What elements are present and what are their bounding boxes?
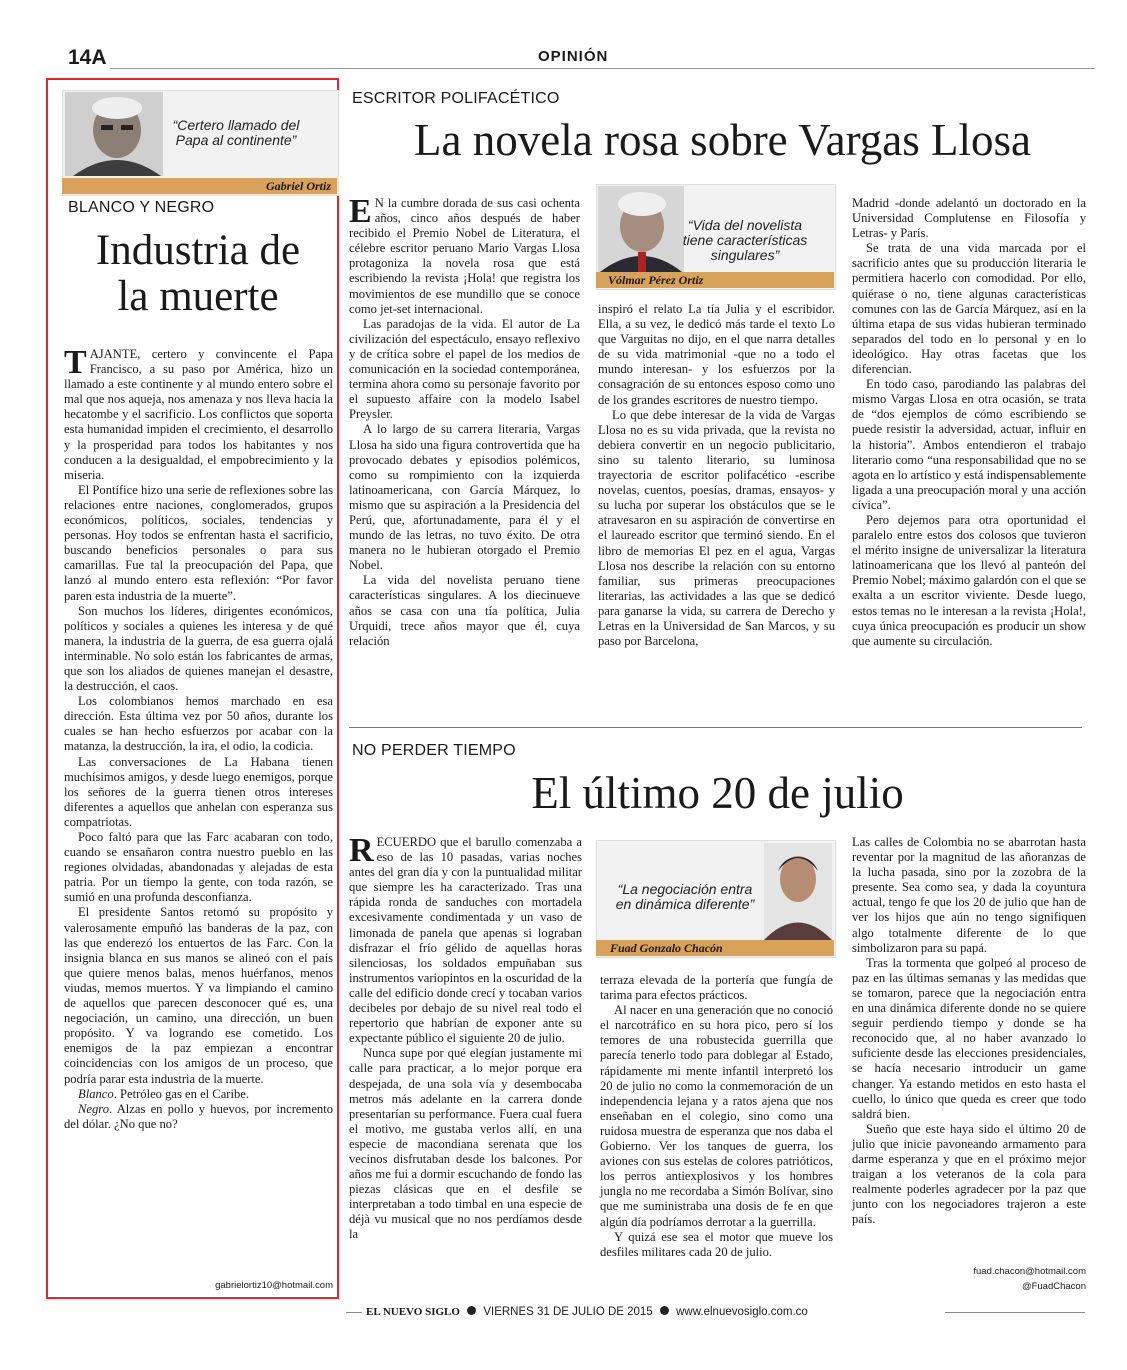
author-photo-gabriel-ortiz <box>65 92 163 176</box>
author-email-left[interactable]: gabrielortiz10@hotmail.com <box>215 1280 333 1291</box>
article-divider <box>349 727 1082 728</box>
article1-col3 <box>852 196 1086 649</box>
paragraph: Son muchos los líderes, dirigentes económicos, políticos y sociales a quienes les interesa y de qué manera, la industria de la guerra, de esa guerra ojalá interminable. No solo están los fabricantes de armas, que son los aliados de quienes manejan el desastre, la destrucción, el caos. <box>64 603 333 694</box>
article2-col3 <box>852 835 1086 1227</box>
paragraph: Las conversaciones de La Habana tienen muchísimos amigos, y desde luego enemigos, porque los señores de la guerra tienen otros intereses diferentes a aquellos que anhelan con esperanza sus compatriotas. <box>64 754 333 829</box>
paragraph: Las paradojas de la vida. El autor de La civilización del espectáculo, ensayo reflexivo y de crítica sobre el papel de los medios de comunicación en la sociedad contemporánea, termina ahora como su personaje favorito por el supuesto affaire con la modelo Isabel Preysler. <box>349 316 580 422</box>
author-photo-volmar-perez <box>598 186 684 272</box>
paragraph: En todo caso, parodiando las palabras del mismo Vargas Llosa en otra ocasión, se trata de “dos ejemplos de cómo escribiendo se puede resistir la adversidad, actuar, influir en la historia”. Ambos entendieron el trabajo literario como “una responsabilidad que no se agota en lo artístico y está indispensablemente ligada a una preocupación moral y una acción cívica”. <box>852 377 1086 512</box>
paragraph: E N la cumbre dorada de sus casi ochenta años, cinco años después de haber recibido el Premio Nobel de Literatura, el célebre escritor peruano Mario Vargas Llosa protagoniza la novela rosa que está escribiendo la revista ¡Hola! que registra los movimientos de ese mundillo que se conoce como jet-set internacional. <box>349 193 580 316</box>
footer-rule-right <box>945 1312 1085 1313</box>
article1-col1 <box>349 193 580 649</box>
paragraph: El Pontífice hizo una serie de reflexiones sobre las relaciones entre naciones, conglomerados, grupos económicos, políticos, sociales, tendencias y personas. Hoy todos se enfrentan hasta el sacrificio, buscando beneficios personales o para sus camarillas. Fue tal la preocupación del Papa, que lanzó al mundo entero esta reflexión: “Por favor paren esta industria de la muerte”. <box>64 482 333 603</box>
bullet-icon <box>467 1306 476 1315</box>
dropcap: T <box>64 344 87 381</box>
paragraph: Y quizá ese sea el motor que mueve los desfiles militares cada 20 de julio. <box>600 1229 833 1259</box>
author-twitter-article2[interactable]: @FuadChacon <box>1021 1281 1086 1292</box>
author-email-article2[interactable]: fuad.chacon@hotmail.com <box>973 1266 1086 1277</box>
kicker-article2: NO PERDER TIEMPO <box>352 742 516 759</box>
author-name-article1: Vólmar Pérez Ortiz <box>608 273 704 287</box>
footer-rule-left <box>346 1312 362 1313</box>
newspaper-name: EL NUEVO SIGLO <box>366 1306 460 1318</box>
byline-quote-left: “Certero llamado del Papa al continente” <box>172 117 300 148</box>
lead-word: AJANTE <box>89 347 138 361</box>
paragraph: Lo que debe interesar de la vida de Vargas Llosa no es su vida privada, que la revista no debiera convertir en un negocio publicitario, sino su talento literario, su luminosa trayectoria de escritor polifacético -escribe novelas, cuentos, poesías, dramas, ensayos- y su lucha por superar los obstáculos que se le atravesaron en su aspiración de convertirse en el laureado escritor que terminó siendo. En el libro de memorias El pez en el agua, Vargas Llosa nos describe la relación con su entorno familiar, sus primeras preocupaciones literarias, las actividades a las que se dedicó para ganarse la vida, su carrera de Derecho y Letras en la Universidad de San Marcos, y su paso por Barcelona, <box>598 407 835 649</box>
bullet-icon <box>660 1306 669 1315</box>
paragraph: TAJANTE, certero y convincente el Papa Francisco, a su paso por América, hizo un llamado a este continente y al mundo entero sobre el mal que nos aqueja, nos amenaza y nos lleva hacia la hecatombe y el sacrificio. Los conflictos que soporta esta humanidad impiden el crecimiento, el desarrollo y la prosperidad para todos los habitantes y nos conducen a la desigualdad, el empobrecimiento y la miseria. <box>64 344 333 482</box>
author-photo-fuad-chacon <box>764 843 832 940</box>
dropcap: E <box>349 193 372 230</box>
byline-quote-article1: “Vida del novelista tiene características singulares” <box>682 217 808 263</box>
author-name-article2: Fuad Gonzalo Chacón <box>610 941 723 955</box>
paragraph: inspiró el relato La tía Julia y el escribidor. Ella, a su vez, le dedicó más tarde el texto Lo que Varguitas no dijo, en el que narra detalles de su vida matrimonial -que no a todo el mundo interesan- y los esfuerzos por la consagración de su entonces esposo como uno de los grandes escritores de nuestro tiempo. <box>598 302 835 407</box>
footer <box>366 1306 926 1318</box>
headline-left <box>60 228 336 320</box>
page-number: 14A <box>68 46 107 69</box>
article1-col2 <box>598 302 835 649</box>
paragraph: Al nacer en una generación que no conoció el narcotráfico en su hora pico, pero sí los temores de una robustecida guerrilla que parecía tenerlo todo para doblegar al Estado, rápidamente mi mente infantil interpretó los 20 de julio no como la conmemoración de un independencia lejana y a ratos ajena que nos enseñaban en el colegio, sino como una ruidosa muestra de esperanza que nos daba el Gobierno. Ver los tanques de guerra, los aviones con sus estelas de colores patrióticos, los perros antiexplosivos y los hombres jungla no me recordaba a Simón Bolívar, sino que me suministraba una dosis de fe en que algún día podríamos derrotar a la guerrilla. <box>600 1003 833 1229</box>
headline-left-line1: Industria de <box>95 227 301 274</box>
header-rule <box>110 68 1095 69</box>
kicker-left: BLANCO Y NEGRO <box>68 199 215 216</box>
headline-article1: La novela rosa sobre Vargas Llosa <box>414 115 1031 165</box>
footer-website[interactable]: www.elnuevosiglo.com.co <box>676 1306 808 1318</box>
paragraph: Poco faltó para que las Farc acabaran con todo, cuando se ensañaron contra nuestro pueblo en las regiones olvidadas, abandonadas y alejadas de esta patria. Por un tiempo la gente, con toda razón, se sumió en una profunda desconfianza. <box>64 830 333 905</box>
paragraph: Las calles de Colombia no se abarrotan hasta reventar por la magnitud de las añoranzas de la lucha pasada, sino por la zozobra de la presente. Sea como sea, y dada la coyuntura actual, tengo fe que los 20 de julio que han de ver los hijos que aún no tengo signifiquen algo totalmente diferente de lo que simbolizaron para su papá. <box>852 835 1086 955</box>
paragraph: Tras la tormenta que golpeó al proceso de paz en las últimas semanas y las medidas que se tomaron, parece que la negociación entra en una dinámica diferente donde no se quiere seguir perdiendo tiempo y donde se ha reconocido que, al no haber avanzado lo suficiente desde las elecciones presidenciales, se hacía necesario introducir un game changer. Ya estando metidos en esto hasta el cuello, lo único que queda es creer que todo saldrá bien. <box>852 955 1086 1121</box>
negro-note: Negro. Alzas en pollo y huevos, por incremento del dólar. ¿No que no? <box>64 1101 333 1131</box>
byline-quote-article2: “La negociación entra en dinámica diferente” <box>615 881 755 912</box>
paragraph: Pero dejemos para otra oportunidad el paralelo entre estos dos colosos que tuvieron el mérito insigne de universalizar la literatura latinoamericana que los llevó al panteón del Premio Nobel; máximo galardón con el que se exalta a un escritor viviente. Desde luego, estos temas no le interesan a la revista ¡Hola!, cuya única preocupación es producir un show que aumente su circulación. <box>852 512 1086 648</box>
kicker-article1: ESCRITOR POLIFACÉTICO <box>352 90 560 107</box>
paragraph: RECUERDO que el barullo comenzaba a eso de las 10 pasadas, varias noches antes del gran día y con la puntualidad militar que siempre les ha caracterizado. Tras una rápida ronda de sanduches con mortadela excesivamente condimentada y un vaso de limonada de panela que apenas si lograban disfrazar el frío gélido de aquellas horas silenciosas, los soldados empuñaban sus instrumentos variopintos en la oscuridad de la calle del edificio donde crecí y tocaban varios decibeles por debajo de su nivel real todo el repertorio que habrían de exponer ante su expectante público el siguiente 20 de julio. <box>349 832 582 1046</box>
section-title: OPINIÓN <box>538 48 609 65</box>
paragraph: Madrid -donde adelantó un doctorado en la Universidad Complutense en Filosofía y Letras- y París. <box>852 196 1086 241</box>
article-body-left <box>64 344 333 1132</box>
paragraph: La vida del novelista peruano tiene características singulares. A los diecinueve años se casa con una tía política, Julia Urquidi, trece años mayor que él, cuya relación <box>349 573 580 648</box>
paragraph: Los colombianos hemos marchado en esa dirección. Esta última vez por 50 años, durante los cuales se han hecho esfuerzos por acabar con la matanza, la destrucción, la ira, el odio, la codicia. <box>64 694 333 754</box>
article2-col1 <box>349 832 582 1243</box>
headline-left-line2: la muerte <box>117 273 279 320</box>
article2-col2 <box>600 973 833 1260</box>
paragraph: A lo largo de su carrera literaria, Vargas Llosa ha sido una figura controvertida que ha provocado debates y episodios polémicos, como su rompimiento con la izquierda latinoamericana, con García Márquez, lo mismo que su aspiración a la Presidencia del Perú, que, afortunadamente, para él y el mundo de las letras, no tuvo éxito. De otra manera no le hubieran otorgado el Premio Nobel. <box>349 422 580 573</box>
blanco-note: Blanco. Petróleo gas en el Caribe. <box>78 1086 250 1101</box>
paragraph: terraza elevada de la portería que fungía de tarima para efectos prácticos. <box>600 973 833 1003</box>
author-name-left: Gabriel Ortiz <box>266 179 332 193</box>
headline-article2: El último 20 de julio <box>531 768 904 818</box>
paragraph: El presidente Santos retomó su propósito y valerosamente empuñó las banderas de la paz, con las que enderezó los entuertos de las Farc. Con la insignia blanca en sus manos se alineó con el país que quiere menos balas, menos huérfanos, menos viudas, memos muertos. Y va limpiando el camino de aquellos que parecen desconocer qué es, una negociación, un camino, una dirección, un buen propósito. Y va logrando ese cometido. Los enemigos de la paz empiezan a encontrar coincidencias con los amigos de un proceso, que podría parar esta industria de la muerte. <box>64 905 333 1086</box>
paragraph: Se trata de una vida marcada por el sacrificio antes que su producción literaria le permitiera hacerlo con comodidad. Por ello, quiérase o no, tiene algunas características comunes con las de García Márquez, así en la última etapa de sus vidas hubieran terminado separados del todo en lo personal y en lo ideológico. Hay otras facetas que los diferencian. <box>852 241 1086 377</box>
paragraph: Sueño que este haya sido el último 20 de julio que inicie pavoneando armamento para darme esperanza y que en el próximo mejor traigan a los veteranos de la cola para realmente poderles agradecer por la paz que junto con los negociadores trajeron a este país. <box>852 1121 1086 1227</box>
dropcap: R <box>349 832 374 869</box>
footer-date: VIERNES 31 DE JULIO DE 2015 <box>483 1306 653 1318</box>
paragraph: Nunca supe por qué elegían justamente mi calle para practicar, a lo mejor porque era despejada, de una sola vía y desembocaba metros más adelante en la carrera donde presentarían su performance. Fuera cual fuera el motivo, me gustaba verlos allí, en una especie de macondiana serenata que los vecinos disfrutaban desde los balcones. Por años me fui a dormir escuchando de fondo las piezas clásicas que en el desfile se interpretaban a todo timbal en una especie de déjà vu musical que no nos perdíamos desde la <box>349 1046 582 1242</box>
